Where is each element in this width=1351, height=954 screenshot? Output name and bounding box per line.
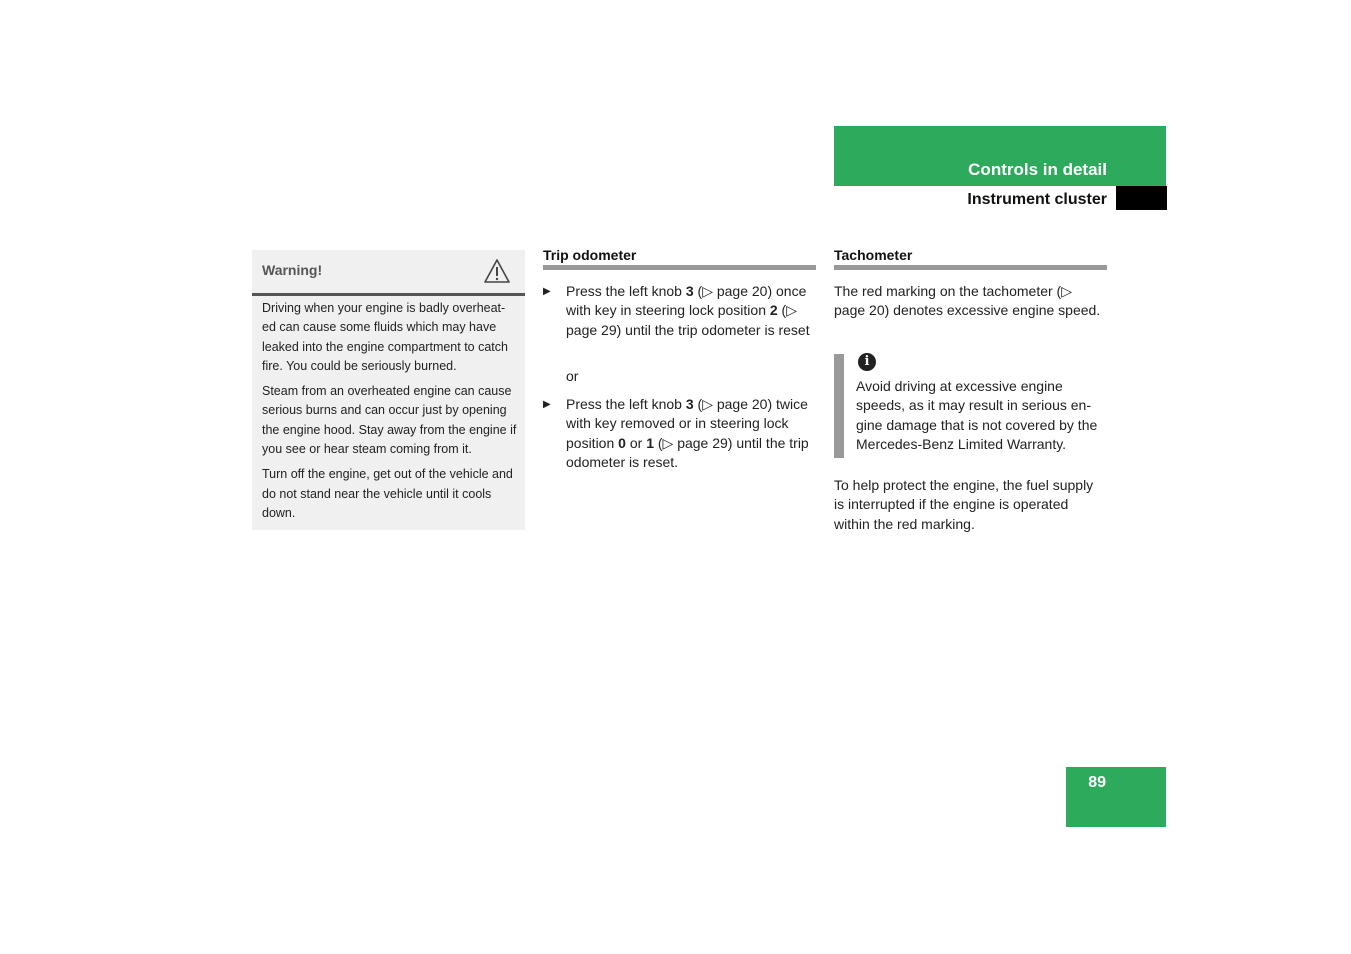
header-tab-marker — [1116, 186, 1167, 210]
knob-number: 3 — [685, 283, 694, 299]
knob-number: 3 — [685, 396, 694, 412]
text-run: (▷ page 29) until the trip odometer is reset — [566, 302, 810, 338]
text-run: (▷ page 20) once with key in steering lock position — [566, 283, 807, 319]
lock-position: 0 — [618, 434, 626, 451]
bullet-arrow-icon: ▶ — [543, 399, 551, 410]
trip-step-1 — [543, 282, 816, 340]
section-subtitle: Instrument cluster — [967, 191, 1107, 208]
warning-body — [262, 299, 518, 529]
tachometer-intro: The red marking on the tachometer (▷ page 20) denotes excessive engine speed. — [834, 283, 1101, 319]
text-run: (▷ page 29) until the trip odometer is reset. — [566, 434, 809, 470]
or-separator: or — [566, 368, 579, 384]
lock-position: 2 — [769, 302, 778, 319]
warning-paragraph: Driving when your engine is badly overheat-ed can cause some fluids which may have leaked into the engine compartment to catch fire. You could be seriously burned. — [262, 301, 508, 373]
text-run: (▷ page 20) twice with key removed or in steering lock position — [566, 396, 808, 451]
warning-title: Warning! — [262, 262, 323, 278]
tachometer-outro: To help protect the engine, the fuel supply is interrupted if the engine is operated within the red marking. — [834, 477, 1094, 532]
tachometer-heading: Tachometer — [834, 246, 1107, 270]
warning-box — [252, 250, 525, 530]
lock-position: 1 — [646, 434, 654, 451]
trip-odometer-heading: Trip odometer — [543, 246, 816, 270]
chapter-title: Controls in detail — [968, 160, 1107, 179]
trip-step-1-text — [566, 282, 816, 340]
info-icon: i — [858, 353, 876, 371]
info-text: Avoid driving at excessive engine speeds, as it may result in serious en-gine damage that is not covered by the Mercedes-Benz Limited Warranty. — [856, 378, 1098, 452]
trip-step-2 — [543, 395, 816, 472]
bullet-arrow-icon: ▶ — [543, 286, 551, 297]
text-run: or — [625, 434, 647, 451]
info-box-bar — [834, 354, 844, 458]
warning-paragraph: Steam from an overheated engine can cause serious burns and can occur just by opening the engine hood. Stay away from the engine if you see or hear steam coming from it. — [262, 384, 517, 457]
text-run: Press the left knob — [566, 396, 686, 412]
warning-triangle-icon — [483, 258, 511, 284]
warning-paragraph: Turn off the engine, get out of the vehicle and do not stand near the vehicle until it cools down. — [262, 467, 513, 520]
page-number-box — [1066, 767, 1166, 827]
trip-step-2-text — [566, 395, 816, 472]
warning-header — [252, 250, 525, 296]
page-number: 89 — [1088, 774, 1106, 791]
text-run: Press the left knob — [566, 283, 686, 299]
